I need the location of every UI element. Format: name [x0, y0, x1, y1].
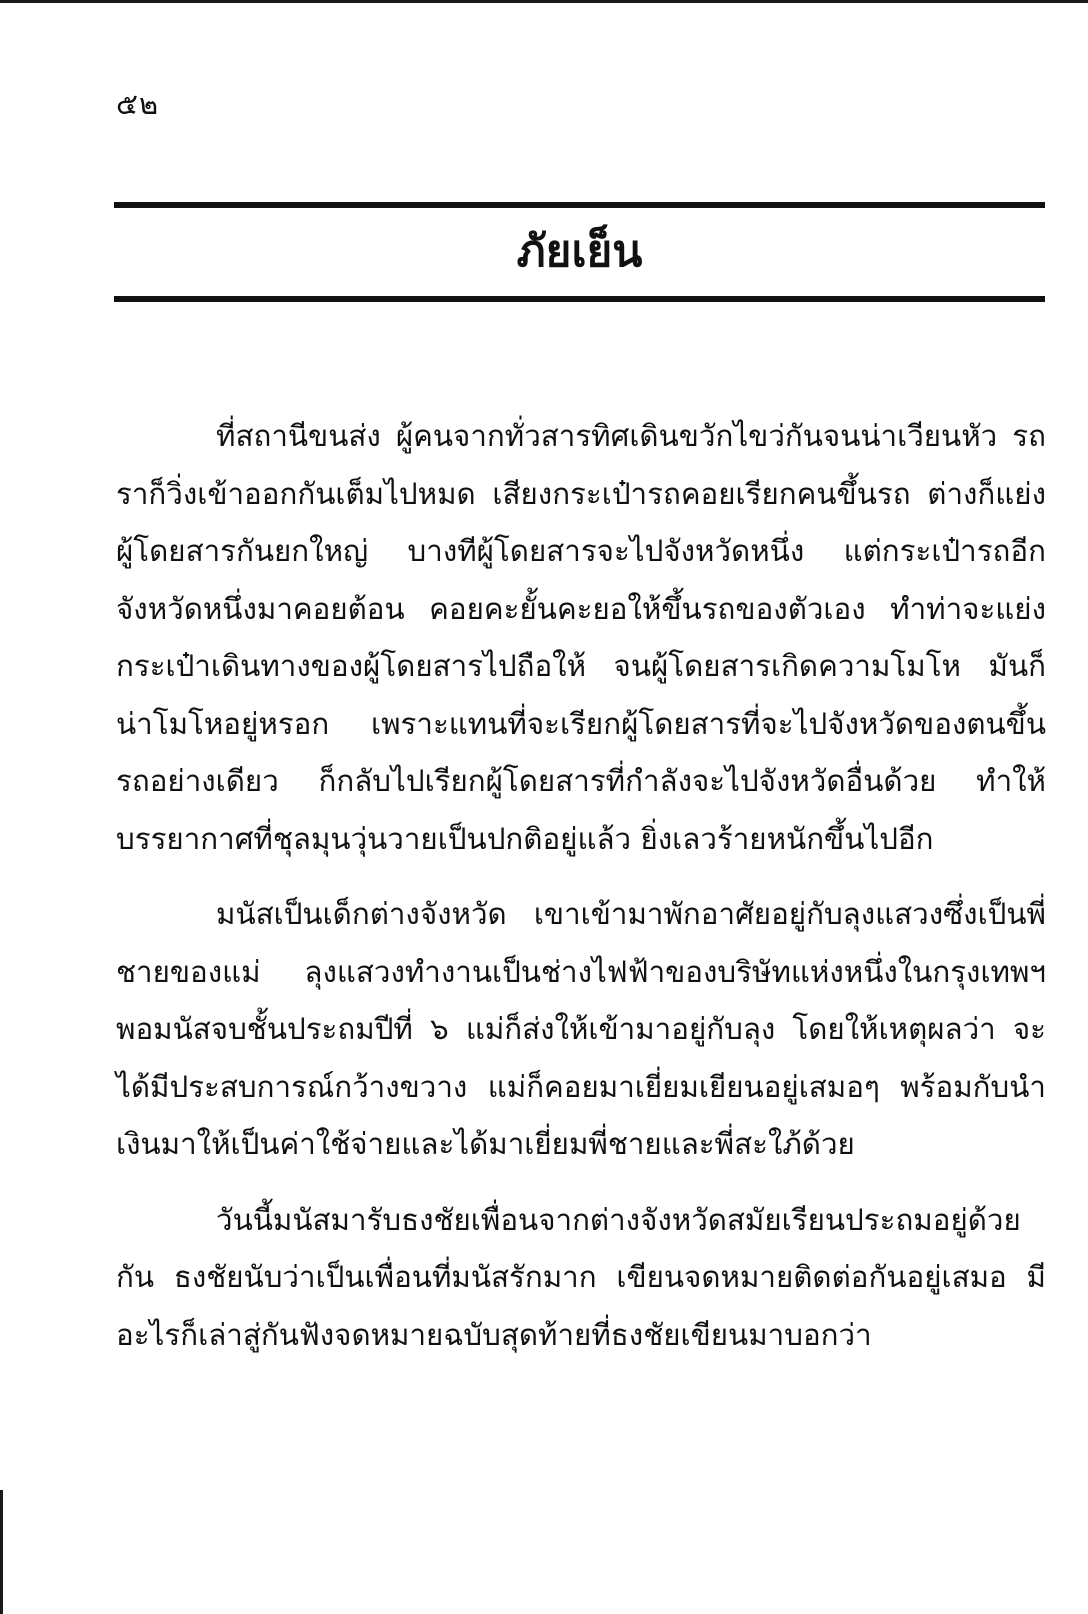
paragraph-1: ที่สถานีขนส่ง ผู้คนจากทั่วสารทิศเดินขวักไขว่กันจนน่าเวียนหัว รถราก็วิ่งเข้าออกกันเต็มไปหมด เสียงกระเป๋ารถคอยเรียกคนขึ้นรถ ต่างก็แย่งผู้โดยสารกันยกใหญ่ บางทีผู้โดยสารจะไปจังหวัดหนึ่ง แต่กระเป๋ารถอีกจังหวัดหนึ่งมาคอยต้อน คอยคะยั้นคะยอให้ขึ้นรถของตัวเอง ทำท่าจะแย่งกระเป๋าเดินทางของผู้โดยสารไปถือให้ จนผู้โดยสารเกิดความโมโห มันก็น่าโมโหอยู่หรอก เพราะแทนที่จะเรียกผู้โดยสารที่จะไปจังหวัดของตนขึ้นรถอย่างเดียว ก็กลับไปเรียกผู้โดยสารที่กำลังจะไปจังหวัดอื่นด้วย ทำให้บรรยากาศที่ชุลมุนวุ่นวายเป็นปกติอยู่แล้ว ยิ่งเลวร้ายหนักขึ้นไปอีก: [116, 419, 1046, 856]
title-rule-bottom: [114, 296, 1045, 302]
scan-edge-top: [0, 0, 1088, 3]
body-text: [116, 408, 1046, 1364]
page-number: ๕๒: [116, 87, 160, 121]
title-rule-top: [114, 202, 1045, 208]
paragraph-2: มนัสเป็นเด็กต่างจังหวัด เขาเข้ามาพักอาศัยอยู่กับลุงแสวงซึ่งเป็นพี่ชายของแม่ ลุงแสวงทำงานเป็นช่างไฟฟ้าของบริษัทแห่งหนึ่งในกรุงเทพฯ พอมนัสจบชั้นประถมปีที่ ๖ แม่ก็ส่งให้เข้ามาอยู่กับลุง โดยให้เหตุผลว่า จะได้มีประสบการณ์กว้างขวาง แม่ก็คอยมาเยี่ยมเยียนอยู่เสมอๆ พร้อมกับนำเงินมาให้เป็นค่าใช้จ่ายและได้มาเยี่ยมพี่ชายและพี่สะใภ้ด้วย: [116, 897, 1046, 1161]
paragraph-3: วันนี้มนัสมารับธงชัยเพื่อนจากต่างจังหวัดสมัยเรียนประถมอยู่ด้วยกัน ธงชัยนับว่าเป็นเพื่อนที่มนัสรักมาก เขียนจดหมายติดต่อกันอยู่เสมอ มีอะไรก็เล่าสู่กันฟังจดหมายฉบับสุดท้ายที่ธงชัยเขียนมาบอกว่า: [116, 1202, 1046, 1352]
chapter-title: ภัยเย็น: [516, 226, 643, 277]
scan-edge-left: [0, 1490, 3, 1614]
